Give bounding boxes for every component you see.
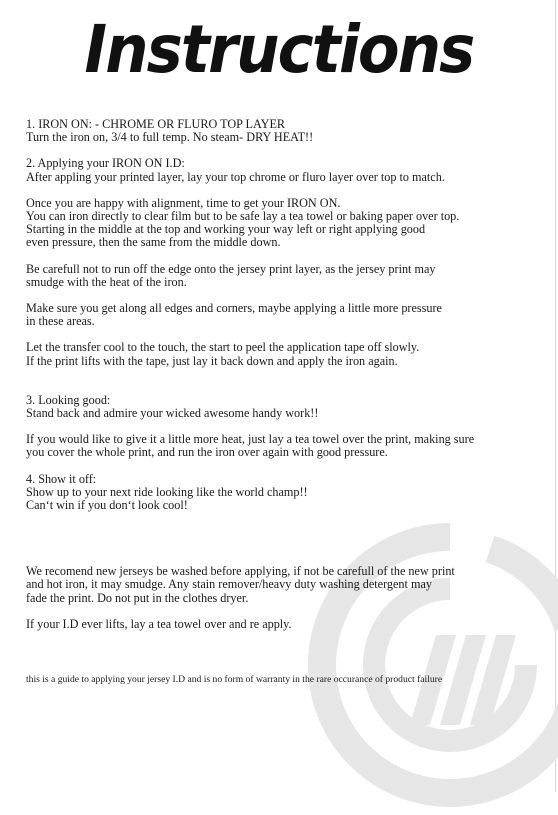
section-cool: Let the transfer cool to the touch, the start to peel the application tape off slowly. If the print lifts with the tape, just lay it back down and apply the iron again. xyxy=(26,340,420,368)
warranty-disclaimer: this is a guide to applying your jersey I.D and is no form of warranty in the rare occurance of product failure xyxy=(26,674,443,685)
section-careful: Be carefull not to run off the edge onto the jersey print layer, as the jersey print may smudge with the heat of the iron. xyxy=(26,261,436,289)
section-looking-good: 3. Looking good: Stand back and admire your wicked awesome handy work!! xyxy=(26,392,319,421)
section-show-it-off: 4. Show it off: Show up to your next ride looking like the world champ!! Can‘t win if you don‘t look cool! xyxy=(26,471,308,513)
page-title: Instructions xyxy=(84,11,474,88)
section-washing: We recomend new jerseys be washed before applying, if not be carefull of the new print and hot iron, it may smudge. Any stain remover/heavy duty washing detergent may fade the print. Do not put in the clothes dryer. xyxy=(26,564,455,605)
section-lifts: If your I.D ever lifts, lay a tea towel over and re apply. xyxy=(26,616,292,631)
instructions-body xyxy=(26,118,546,631)
section-iron-on: 1. IRON ON: - CHROME OR FLURO TOP LAYER Turn the iron on, 3/4 to full temp. No steam- DRY HEAT!! xyxy=(26,117,314,145)
section-alignment: Once you are happy with alignment, time to get your IRON ON. You can iron directly to clear film but to be safe lay a tea towel or baking paper over top. Starting in the middle at the top and working your way left or right applying good even pressure, then the same from the middle down. xyxy=(26,195,460,250)
section-edges: Make sure you get along all edges and corners, maybe applying a little more pressure in these areas. xyxy=(26,301,442,329)
section-more-heat: If you would like to give it a little more heat, just lay a tea towel over the print, making sure you cover the whole print, and run the iron over again with good pressure. xyxy=(26,432,475,460)
section-applying: 2. Applying your IRON ON I.D: After appling your printed layer, lay your top chrome or fluro layer over top to match. xyxy=(26,156,445,184)
